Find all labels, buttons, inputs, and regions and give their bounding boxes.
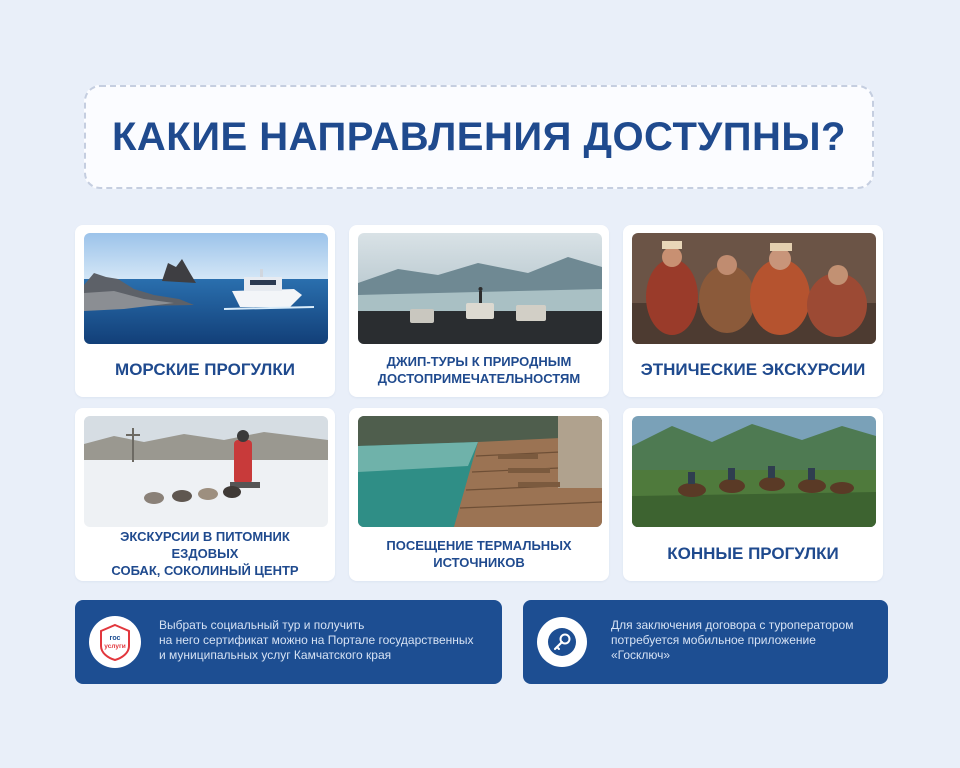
gosuslugi-info-panel[interactable]: [75, 600, 502, 684]
card-label-line: ДЖИП-ТУРЫ К ПРИРОДНЫМ: [386, 354, 572, 369]
info-line: Для заключения договора с туроператором: [611, 618, 854, 632]
info-line: «Госключ»: [611, 648, 671, 662]
gosuslugi-info-text: [159, 618, 474, 663]
sled-dogs-photo: [84, 416, 328, 527]
info-line: потребуется мобильное приложение: [611, 633, 816, 647]
card-label: [361, 345, 597, 395]
page-title: КАКИЕ НАПРАВЛЕНИЯ ДОСТУПНЫ?: [112, 114, 846, 159]
card-thermal-springs[interactable]: [349, 408, 609, 581]
logo-text-top: гос: [109, 635, 121, 642]
card-sled-dogs[interactable]: [75, 408, 335, 581]
card-sea-walks[interactable]: [75, 225, 335, 397]
info-line: Выбрать социальный тур и получить: [159, 618, 365, 632]
jeep-volcano-photo: [358, 233, 602, 344]
goskey-badge: [537, 617, 587, 667]
card-label: КОННЫЕ ПРОГУЛКИ: [667, 543, 839, 563]
sea-boat-photo: [84, 233, 328, 344]
ethnic-people-photo: [632, 233, 876, 344]
card-ethnic-tours[interactable]: [623, 225, 883, 397]
card-label: [361, 528, 597, 579]
card-label: ЭТНИЧЕСКИЕ ЭКСКУРСИИ: [640, 360, 866, 379]
card-label-line: ЭКСКУРСИИ В ПИТОМНИК ЕЗДОВЫХ: [120, 529, 290, 561]
horse-riding-photo: [632, 416, 876, 527]
card-label-line: ПОСЕЩЕНИЕ ТЕРМАЛЬНЫХ: [386, 537, 572, 553]
card-horse-riding[interactable]: [623, 408, 883, 581]
card-label-line: ДОСТОПРИМЕЧАТЕЛЬНОСТЯМ: [377, 371, 581, 386]
title-box: [84, 85, 874, 189]
gosuslugi-logo: [89, 616, 141, 668]
card-jeep-tours[interactable]: [349, 225, 609, 397]
card-label-line: ИСТОЧНИКОВ: [433, 554, 525, 570]
goskey-info-panel[interactable]: [523, 600, 888, 684]
info-line: и муниципальных услуг Камчатского края: [159, 648, 392, 662]
card-label: МОРСКИЕ ПРОГУЛКИ: [115, 360, 295, 379]
key-icon: [546, 626, 578, 658]
thermal-pool-photo: [358, 416, 602, 527]
goskey-info-text: [611, 618, 853, 663]
logo-text-bottom: услуги: [104, 643, 126, 650]
card-label: [87, 528, 323, 579]
card-label-line: СОБАК, СОКОЛИНЫЙ ЦЕНТР: [111, 563, 299, 578]
info-line: на него сертификат можно на Портале государственных: [159, 633, 474, 647]
